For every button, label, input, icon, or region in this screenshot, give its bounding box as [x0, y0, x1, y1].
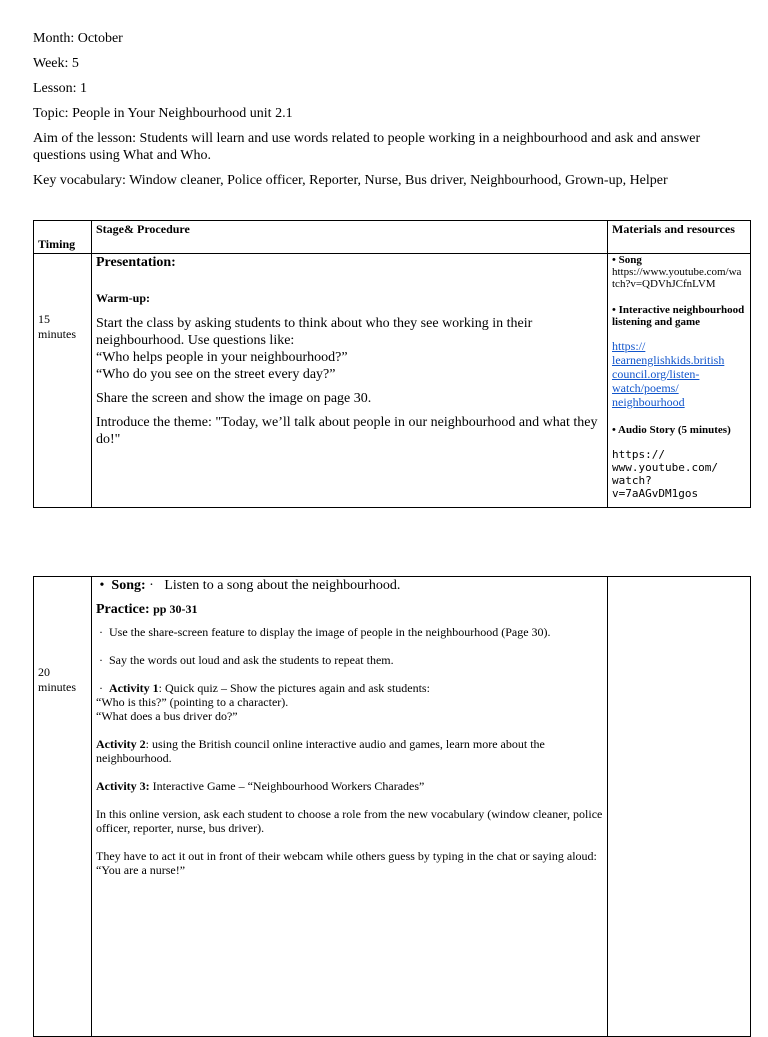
lesson: Lesson: 1 — [33, 81, 88, 96]
header-stage: Stage& Procedure — [92, 221, 608, 254]
song-url-2: tch?v=QDVhJCfnLVM — [612, 278, 716, 290]
audio-title: Audio Story (5 minutes) — [618, 424, 731, 436]
lesson-header — [33, 30, 743, 197]
question-2: “Who do you see on the street every day?” — [96, 367, 336, 382]
warmup-text: Start the class by asking students to think about who they see working in their neighbourhood. Use questions like: — [96, 316, 533, 348]
warmup-heading: Warm-up: — [96, 291, 150, 305]
materials-cell — [608, 577, 751, 1037]
activity-3-instructions: They have to act it out in front of their webcam while others guess by typing in the chat or saying aloud: “You are a nurse!” — [96, 849, 597, 877]
activity-1-q2: “What does a bus driver do?” — [96, 709, 238, 723]
timing-cell: 20 minutes — [34, 577, 92, 1037]
game-link[interactable]: https:// learnenglishkids.british council.org/listen-watch/poems/ neighbourhood — [612, 339, 725, 409]
question-1: “Who helps people in your neighbourhood?” — [96, 350, 348, 365]
audio-url-4: v=7aAGvDM1gos — [612, 487, 699, 500]
procedure-cell — [92, 254, 608, 508]
audio-url-1: https:// — [612, 448, 665, 461]
activity-3: Activity 3: Interactive Game – “Neighbourhood Workers Charades” — [96, 779, 425, 793]
table-header-row — [34, 221, 751, 254]
table-row — [34, 577, 751, 1037]
song-item: • Song: · Listen to a song about the neighbourhood. — [96, 578, 401, 593]
presentation-heading: Presentation: — [96, 255, 176, 270]
week: Week: 5 — [33, 56, 79, 71]
key-vocabulary: Key vocabulary: Window cleaner, Police officer, Reporter, Nurse, Bus driver, Neighbourhood, Grown-up, Helper — [33, 173, 668, 188]
share-screen-text: Share the screen and show the image on page 30. — [96, 391, 372, 406]
timing-cell: 15 minutes — [34, 254, 92, 508]
audio-url-2: www.youtube.com/ — [612, 461, 718, 474]
song-title: Song — [618, 254, 642, 266]
aim: Aim of the lesson: Students will learn and use words related to people working in a neighbourhood and ask and answer questions using What and Who. — [33, 131, 701, 163]
activity-1-q1: “Who is this?” (pointing to a character). — [96, 695, 289, 709]
header-timing: Timing — [34, 221, 92, 254]
activity-1: · Activity 1: Quick quiz – Show the pictures again and ask students: — [96, 681, 430, 695]
song-url-1: https://www.youtube.com/wa — [612, 266, 742, 278]
introduce-theme: Introduce the theme: "Today, we’ll talk about people in our neighbourhood and what they do!" — [96, 415, 598, 447]
header-materials: Materials and resources — [608, 221, 751, 254]
lesson-table-1 — [33, 220, 751, 508]
table-row — [34, 254, 751, 508]
activity-3-description: In this online version, ask each student to choose a role from the new vocabulary (window cleaner, police officer, reporter, nurse, bus driver). — [96, 807, 603, 835]
materials-cell: • Song https://www.youtube.com/wa tch?v=QDVhJCfnLVM • Interactive neighbourhood listening and game https:// learnenglishkids.british council.org/listen-watch/poems/ neighbourhood • Audio Story (5 minutes) https:// www.youtube.com/ watch? v=7aAGvDM1gos — [608, 254, 751, 508]
procedure-cell — [92, 577, 608, 1037]
audio-url-3: watch? — [612, 474, 652, 487]
practice-heading: Practice: pp 30-31 — [96, 602, 198, 617]
activity-2: Activity 2: using the British council online interactive audio and games, learn more about the neighbourhood. — [96, 737, 545, 765]
lesson-table-2 — [33, 576, 751, 1037]
step-repeat-words: · Say the words out loud and ask the students to repeat them. — [96, 653, 394, 667]
month: Month: October — [33, 31, 123, 46]
step-share-screen: · Use the share-screen feature to display the image of people in the neighbourhood (Page 30). — [96, 625, 551, 639]
game-title: Interactive neighbourhood listening and game — [612, 304, 745, 328]
topic: Topic: People in Your Neighbourhood unit 2.1 — [33, 106, 293, 121]
